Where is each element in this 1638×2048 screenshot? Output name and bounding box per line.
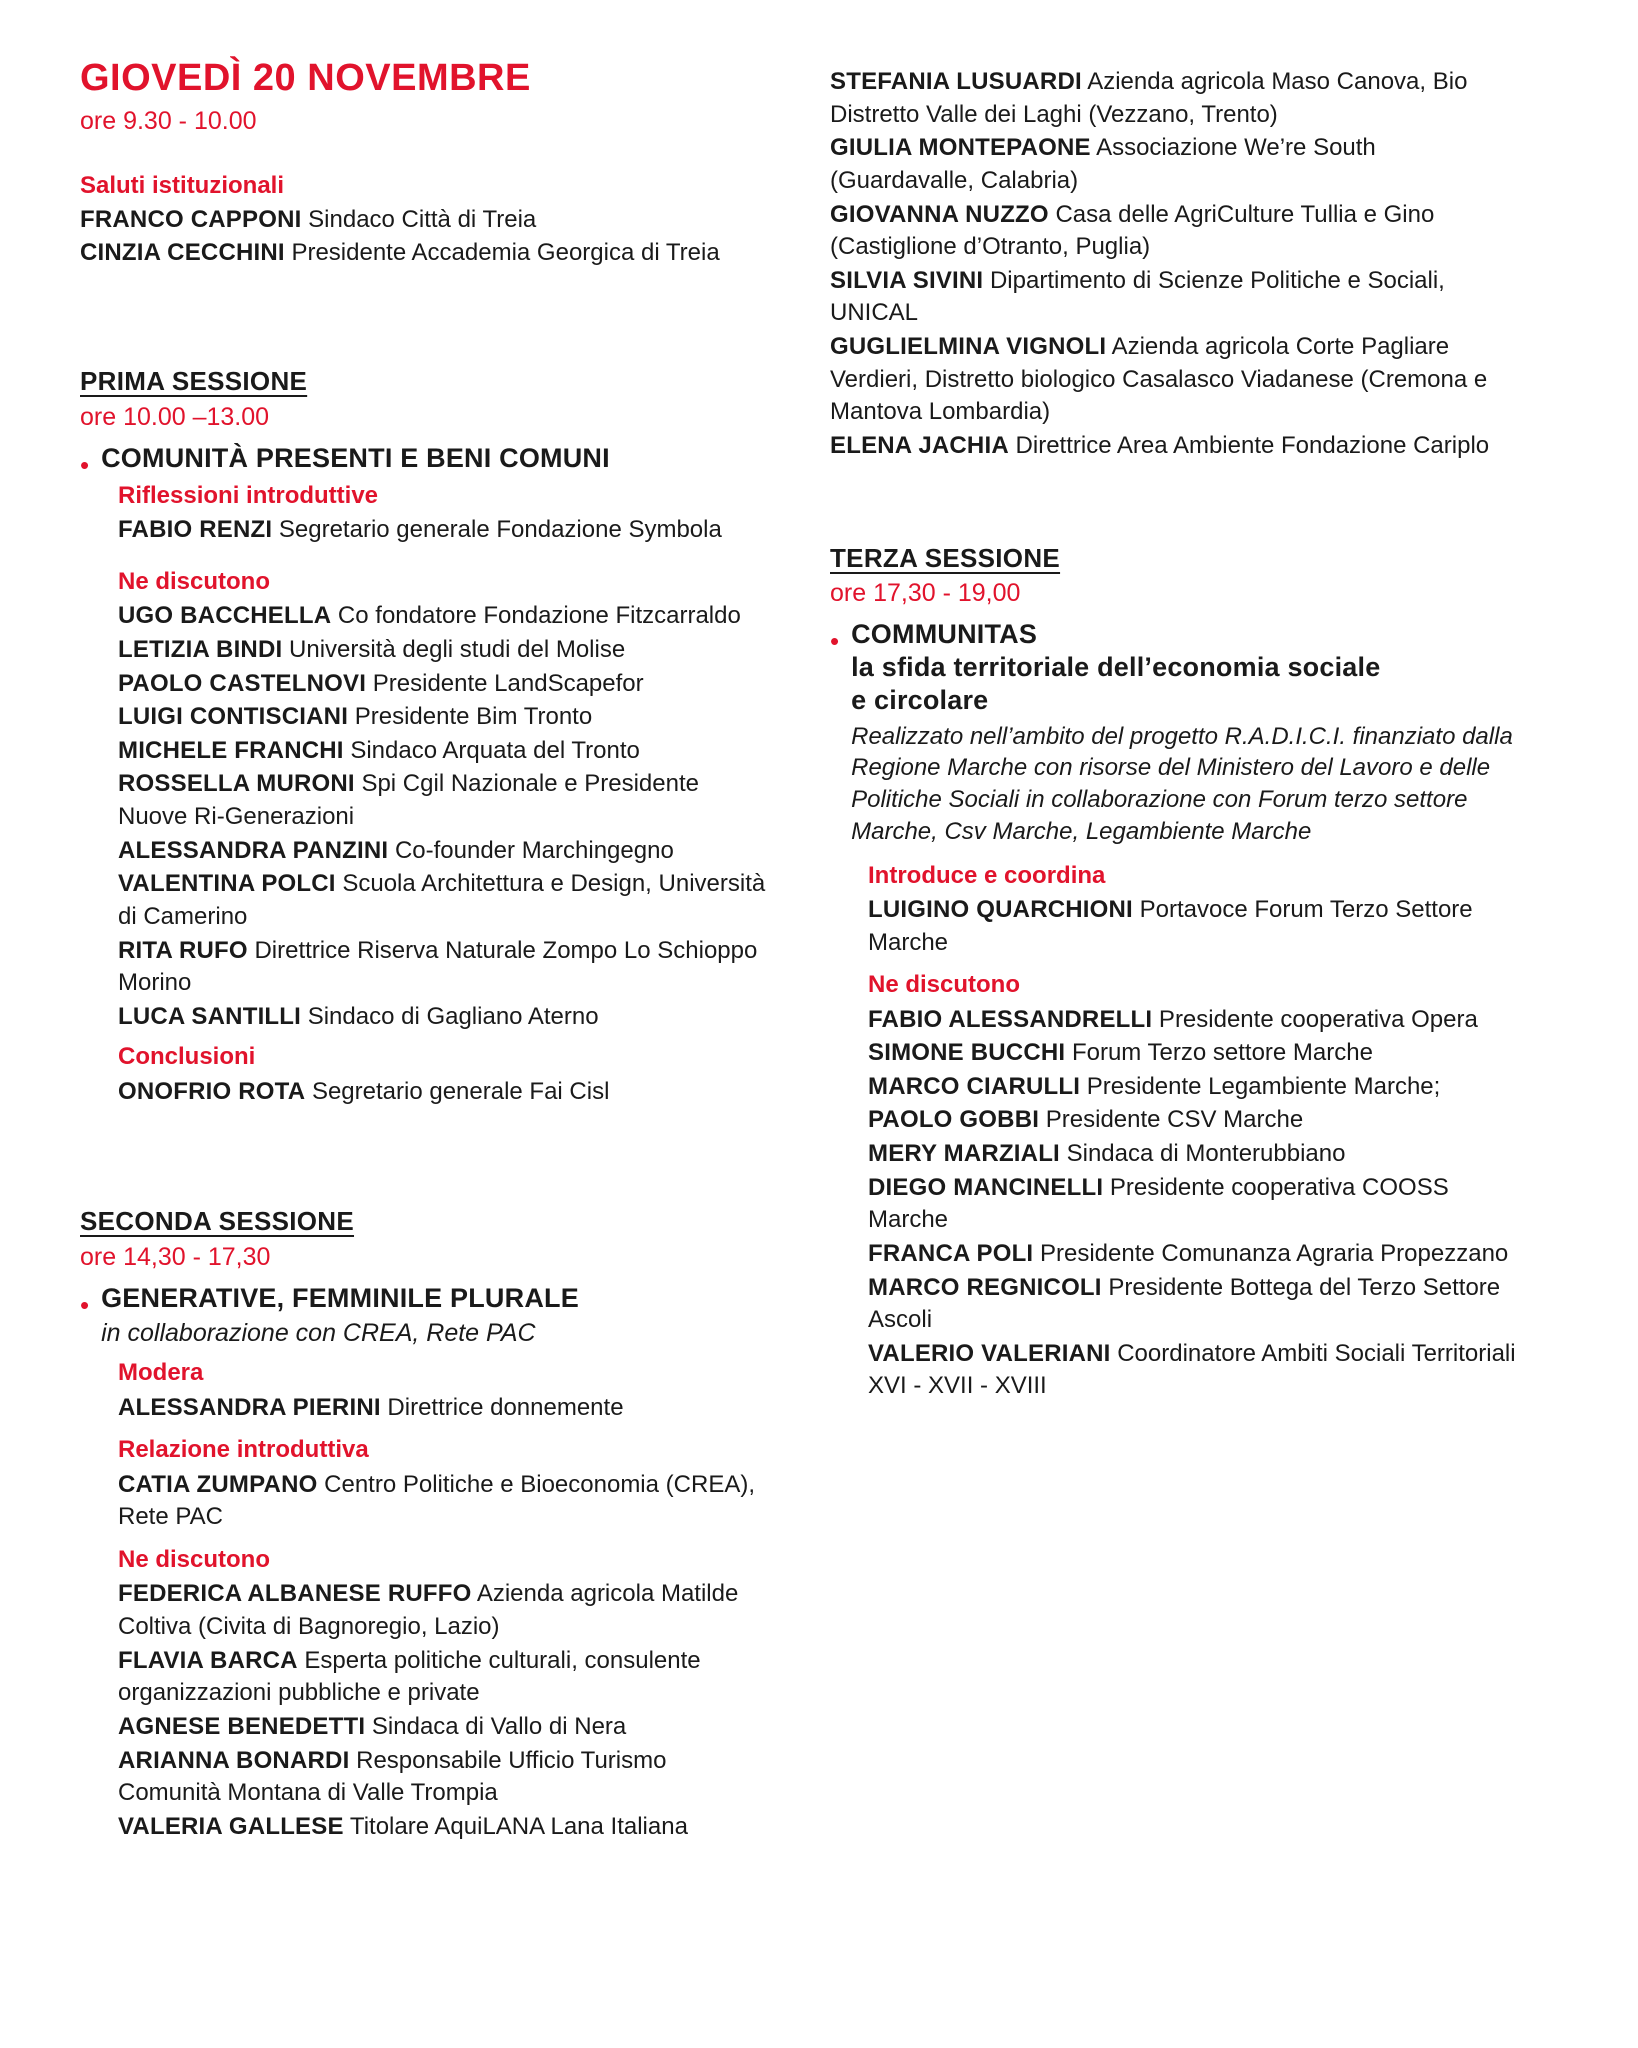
person-role: Scuola Architettura e Design, Università di Camerino — [118, 870, 766, 930]
spacer — [80, 1109, 770, 1205]
person-role: Co-founder Marchingegno — [388, 836, 674, 864]
list-item — [118, 868, 770, 933]
group-label: Introduce e coordina — [868, 861, 1106, 889]
person-role: Università degli studi del Molise — [282, 635, 626, 663]
person-role: Presidente Accademia Georgica di Treia — [284, 238, 720, 266]
list-item — [118, 1392, 770, 1425]
person-role: Portavoce Forum Terzo Settore Marche — [868, 895, 1473, 956]
person-role: Presidente cooperativa COOSS Marche — [868, 1173, 1449, 1234]
person-role: Centro Politiche e Bioeconomia (CREA), Rete PAC — [118, 1470, 755, 1531]
list-item — [118, 1076, 770, 1109]
session-heading-third: TERZA SESSIONE — [830, 542, 1061, 573]
person-name: RITA RUFO — [118, 936, 248, 964]
group-label: Riflessioni introduttive — [118, 481, 379, 509]
session-title-row — [830, 618, 1520, 858]
person-name: DIEGO MANCINELLI — [868, 1173, 1104, 1201]
list-item — [118, 514, 770, 547]
person-role: Direttrice Riserva Naturale Zompo Lo Schioppo Morino — [118, 936, 758, 997]
person-role: Presidente cooperativa Opera — [1152, 1005, 1478, 1033]
person-role: Sindaco di Gagliano Aterno — [301, 1002, 599, 1030]
person-name: CATIA ZUMPANO — [118, 1470, 318, 1498]
list-item — [118, 1711, 770, 1744]
session-title-third-line3: e circolare — [851, 684, 989, 715]
person-name: VALENTINA POLCI — [118, 870, 336, 898]
list-item — [868, 1138, 1520, 1171]
list-item — [118, 1469, 770, 1534]
list-item — [868, 1172, 1520, 1237]
person-role: Presidente Bim Tronto — [348, 703, 593, 731]
two-column-layout — [80, 58, 1578, 1844]
person-name: LETIZIA BINDI — [118, 635, 283, 663]
person-name: FABIO ALESSANDRELLI — [868, 1005, 1153, 1033]
session-second-body — [80, 1357, 770, 1843]
session-title-block — [101, 1282, 579, 1355]
session-subtitle-second: in collaborazione con CREA, Rete PAC — [101, 1318, 536, 1347]
person-name: MICHELE FRANCHI — [118, 736, 344, 764]
group-label: Modera — [118, 1359, 204, 1387]
person-role: Presidente LandScapefor — [366, 669, 644, 697]
person-name: FEDERICA ALBANESE RUFFO — [118, 1580, 472, 1608]
person-role: Presidente Comunanza Agraria Propezzano — [1033, 1239, 1509, 1267]
person-name: PAOLO CASTELNOVI — [118, 669, 367, 697]
person-name: LUCA SANTILLI — [118, 1002, 302, 1030]
list-item — [118, 634, 770, 667]
list-item — [830, 132, 1520, 197]
person-name: ARIANNA BONARDI — [118, 1746, 350, 1774]
list-item — [118, 735, 770, 768]
group-label: Ne discutono — [118, 1546, 271, 1574]
group-label: Ne discutono — [868, 971, 1021, 999]
person-name: SIMONE BUCCHI — [868, 1039, 1066, 1067]
person-role: Associazione We’re South (Guardavalle, Calabria) — [830, 134, 1376, 194]
list-item — [830, 66, 1520, 131]
list-item — [118, 935, 770, 1000]
person-name: ALESSANDRA PIERINI — [118, 1393, 381, 1421]
list-item — [118, 1811, 770, 1844]
session-note-third: Realizzato nell’ambito del progetto R.A.D.I.C.I. finanziato dalla Regione Marche con risorse del Ministero del Lavoro e delle Politiche Sociali in collaborazione con Forum terzo settore Marche, Csv Marche, Legambiente Marche — [851, 722, 1513, 845]
person-name: MERY MARZIALI — [868, 1140, 1060, 1168]
person-role: Co fondatore Fondazione Fitzcarraldo — [331, 602, 741, 630]
list-item — [868, 1071, 1520, 1104]
list-item — [118, 835, 770, 868]
list-item — [868, 1272, 1520, 1337]
session-heading-first: PRIMA SESSIONE — [80, 366, 308, 397]
list-item — [118, 1001, 770, 1034]
bullet-icon: • — [830, 626, 840, 656]
bullet-icon: • — [80, 449, 90, 480]
person-role: Esperta politiche culturali, consulente organizzazioni pubbliche e private — [118, 1646, 701, 1707]
person-role: Dipartimento di Scienze Politiche e Sociali, UNICAL — [830, 266, 1445, 327]
person-role: Azienda agricola Matilde Coltiva (Civita di Bagnoregio, Lazio) — [118, 1580, 739, 1641]
list-item — [118, 600, 770, 633]
person-name: FABIO RENZI — [118, 516, 273, 544]
spacer — [80, 269, 770, 365]
session-title-third-line2: la sfida territoriale dell’economia sociale — [851, 651, 1381, 682]
person-role: Direttrice Area Ambiente Fondazione Cariplo — [1008, 431, 1490, 459]
person-name: PAOLO GOBBI — [868, 1106, 1040, 1134]
person-name: FRANCA POLI — [868, 1239, 1034, 1267]
spacer — [830, 464, 1520, 542]
person-role: Azienda agricola Maso Canova, Bio Distretto Valle dei Laghi (Vezzano, Trento) — [830, 68, 1468, 128]
list-item — [118, 668, 770, 701]
person-role: Responsabile Ufficio Turismo Comunità Montana di Valle Trompia — [118, 1746, 667, 1807]
person-name: FRANCO CAPPONI — [80, 206, 302, 234]
session-title-row — [80, 442, 770, 478]
list-item — [868, 894, 1520, 959]
person-role: Casa delle AgriCulture Tullia e Gino (Castiglione d’Otranto, Puglia) — [830, 200, 1435, 261]
list-item — [830, 430, 1520, 463]
left-column — [80, 58, 770, 1844]
person-name: ONOFRIO ROTA — [118, 1077, 306, 1105]
person-name: ROSSELLA MURONI — [118, 770, 355, 798]
greetings-label: Saluti istituzionali — [80, 171, 285, 199]
session-title-block — [851, 618, 1520, 858]
person-role: Forum Terzo settore Marche — [1065, 1039, 1373, 1067]
person-role: Direttrice donnemente — [380, 1393, 624, 1421]
right-column — [830, 58, 1520, 1404]
bullet-icon: • — [80, 1289, 90, 1320]
person-role: Spi Cgil Nazionale e Presidente Nuove Ri-Generazioni — [118, 770, 699, 831]
person-role: Presidente CSV Marche — [1039, 1106, 1304, 1134]
group-label: Relazione introduttiva — [118, 1436, 369, 1464]
list-item — [118, 1578, 770, 1643]
person-role: Sindaco Città di Treia — [301, 206, 537, 234]
person-name: MARCO CIARULLI — [868, 1072, 1081, 1100]
person-name: SILVIA SIVINI — [830, 266, 984, 294]
person-role: Presidente Bottega del Terzo Settore Ascoli — [868, 1273, 1501, 1334]
spacer — [118, 548, 770, 566]
list-item — [830, 331, 1520, 429]
person-role: Sindaco Arquata del Tronto — [343, 736, 640, 764]
list-item — [868, 1104, 1520, 1137]
person-name: LUIGINO QUARCHIONI — [868, 895, 1133, 923]
session-title-third-line1: COMMUNITAS — [851, 619, 1038, 649]
list-item — [80, 204, 770, 237]
list-item — [868, 1037, 1520, 1070]
session-time-third: ore 17,30 - 19,00 — [830, 579, 1021, 607]
person-name: GIOVANNA NUZZO — [830, 200, 1049, 228]
person-role: Sindaca di Monterubbiano — [1059, 1140, 1346, 1168]
session-time-second: ore 14,30 - 17,30 — [80, 1242, 271, 1271]
person-name: GUGLIELMINA VIGNOLI — [830, 333, 1107, 360]
person-name: VALERIO VALERIANI — [868, 1339, 1111, 1367]
session-title-row — [80, 1282, 770, 1355]
person-name: MARCO REGNICOLI — [868, 1273, 1102, 1301]
list-item — [118, 701, 770, 734]
person-name: UGO BACCHELLA — [118, 602, 332, 630]
person-role: Segretario generale Fai Cisl — [305, 1077, 610, 1105]
list-item — [118, 1645, 770, 1710]
list-item — [868, 1238, 1520, 1271]
list-item — [830, 199, 1520, 264]
group-label: Conclusioni — [118, 1043, 256, 1071]
greetings-list — [80, 204, 770, 269]
person-role: Presidente Legambiente Marche; — [1080, 1072, 1441, 1100]
list-item — [80, 237, 770, 270]
list-item — [868, 1004, 1520, 1037]
session-heading-second: SECONDA SESSIONE — [80, 1206, 355, 1237]
person-name: ELENA JACHIA — [830, 431, 1009, 459]
person-name: STEFANIA LUSUARDI — [830, 68, 1082, 95]
session-title-second: GENERATIVE, FEMMINILE PLURALE — [101, 1282, 579, 1313]
person-role: Titolare AquiLANA Lana Italiana — [343, 1812, 688, 1840]
person-name: FLAVIA BARCA — [118, 1646, 298, 1674]
group-label: Ne discutono — [118, 567, 271, 595]
person-role: Coordinatore Ambiti Sociali Territoriali XVI - XVII - XVIII — [868, 1339, 1516, 1400]
person-role: Segretario generale Fondazione Symbola — [272, 516, 722, 544]
day-title: GIOVEDÌ 20 NOVEMBRE — [80, 57, 531, 99]
person-name: GIULIA MONTEPAONE — [830, 134, 1091, 162]
session-title-first: COMUNITÀ PRESENTI E BENI COMUNI — [101, 442, 610, 473]
session-time-first: ore 10.00 –13.00 — [80, 402, 270, 431]
session-third-body — [830, 860, 1520, 1404]
list-item — [830, 265, 1520, 330]
day-time: ore 9.30 - 10.00 — [80, 106, 257, 135]
person-name: LUIGI CONTISCIANI — [118, 703, 349, 731]
session-first-body — [80, 480, 770, 1109]
session-second-continued — [830, 66, 1520, 463]
person-name: CINZIA CECCHINI — [80, 238, 285, 266]
person-role: Azienda agricola Corte Pagliare Verdieri, Distretto biologico Casalasco Viadanese (Cremona e Mantova Lombardia) — [830, 333, 1488, 426]
person-name: VALERIA GALLESE — [118, 1812, 344, 1840]
list-item — [868, 1338, 1520, 1403]
person-name: ALESSANDRA PANZINI — [118, 836, 389, 864]
list-item — [118, 768, 770, 833]
list-item — [118, 1745, 770, 1810]
person-name: AGNESE BENEDETTI — [118, 1712, 366, 1740]
person-role: Sindaca di Vallo di Nera — [365, 1712, 627, 1740]
